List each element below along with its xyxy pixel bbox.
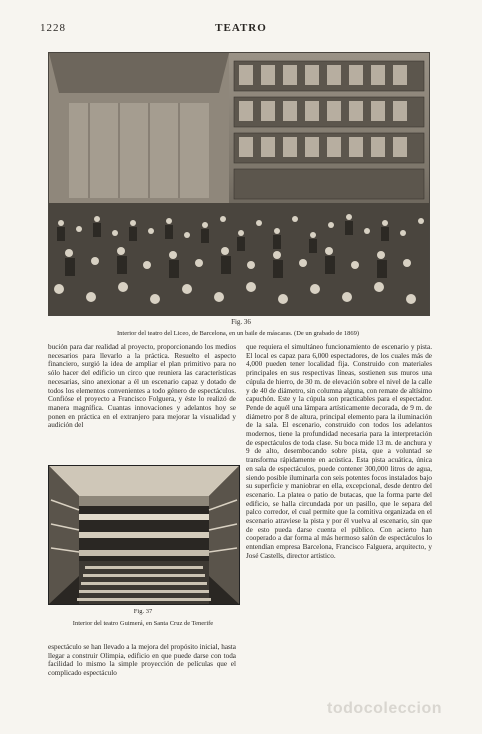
paragraph: espectáculo se han llevado a la mejora del propósito inicial, hasta llegar a construir Olimpia, edificio en que puede darse con toda facilidad lo mismo la simple proyección de películas que el complicado espectáculo [48, 643, 236, 678]
theatre-crowd-illustration [49, 53, 429, 315]
figure-36-image [48, 52, 430, 316]
body-text-left-bottom [48, 643, 236, 678]
page-number: 1228 [40, 22, 66, 34]
page-title: TEATRO [215, 22, 267, 34]
figure-36-caption: Interior del teatro del Liceo, de Barcelona, en un baile de máscaras. (De un grabado de 1869) [116, 330, 360, 337]
page-header [40, 22, 442, 38]
figure-36-label: Fig. 36 [231, 318, 251, 326]
body-text-right [246, 343, 432, 561]
paragraph: que requiera el simultáneo funcionamiento de escenario y pista. El local es capaz para 6,000 espectadores, de los cuales más de 4,000 pueden tener localidad fija. Construido con materiales principales en sus respectivas líneas, sostienen sus muros una cúpula de hierro, de 30 m. de elevación sobre el nivel de la calle y de 40 de diámetro, sin columna alguna, con remate de altísimo capuchón. Este y la cúpula son practicables para el espectador. Pende de aquél una lámpara artísticamente decorada, de 9 m. de diámetro por 8 de altura, principal elemento para la iluminación de la sala. El escenario, construido con todos los adelantos modernos, tiene la profundidad necesaria para la interpretación de espectáculos de toda clase. Su boca mide 13 m. de anchura y 9 de alto, desembocando sobre pista, que a voluntad se transforma rápidamente en acústica. Esta pista acuática, única en sala de espectáculos, puede contener 300,000 litros de agua, siendo posible iluminarla con seis potentes focos instalados bajo su superficie y maniobrar en ella, excepcional, desde dentro del escenario. La platea o patio de butacas, que la forma parte del edificio, se halla circundada por un pasillo, que le separa del palco corredor, el cual permite que la comitiva organizada en el escenario atraviese la pista y por él vuelva al escenario, sin que de esto pueda darse cuenta el público. Con acierto han cooperado a dar forma al más hermoso salón de espectáculos lo entendían empresa Barcelona, Francisco Falguera, arquitecto, y José Castells, director artístico. [246, 343, 432, 560]
watermark: todocoleccion [327, 700, 442, 717]
body-text-left-top [48, 343, 236, 430]
theatre-interior-photo [49, 466, 239, 604]
figure-37-label: Fig. 37 [133, 608, 153, 615]
paragraph: bución para dar realidad al proyecto, proporcionando los medios necesarios para llevarlo a la práctica. Resuelto el aspecto financiero, surgió la idea de ampliar el plan primitivo para no sólo hacer del edificio un circo que reuniera las características necesarias, sino anexionar a él un escenario capaz y dotado de todos los elementos convenientes a todo género de espectáculos. Confióse el proyecto a Francisco Folguera, y éste lo realizó de manera magnífica. Cuantas innovaciones y adelantos hoy se ponen en práctica en el extranjero para mejorar la visualidad y audición del [48, 343, 236, 430]
figure-37-image [48, 465, 240, 605]
figure-37-caption: Interior del teatro Guimerá, en Santa Cruz de Tenerife [72, 620, 214, 627]
